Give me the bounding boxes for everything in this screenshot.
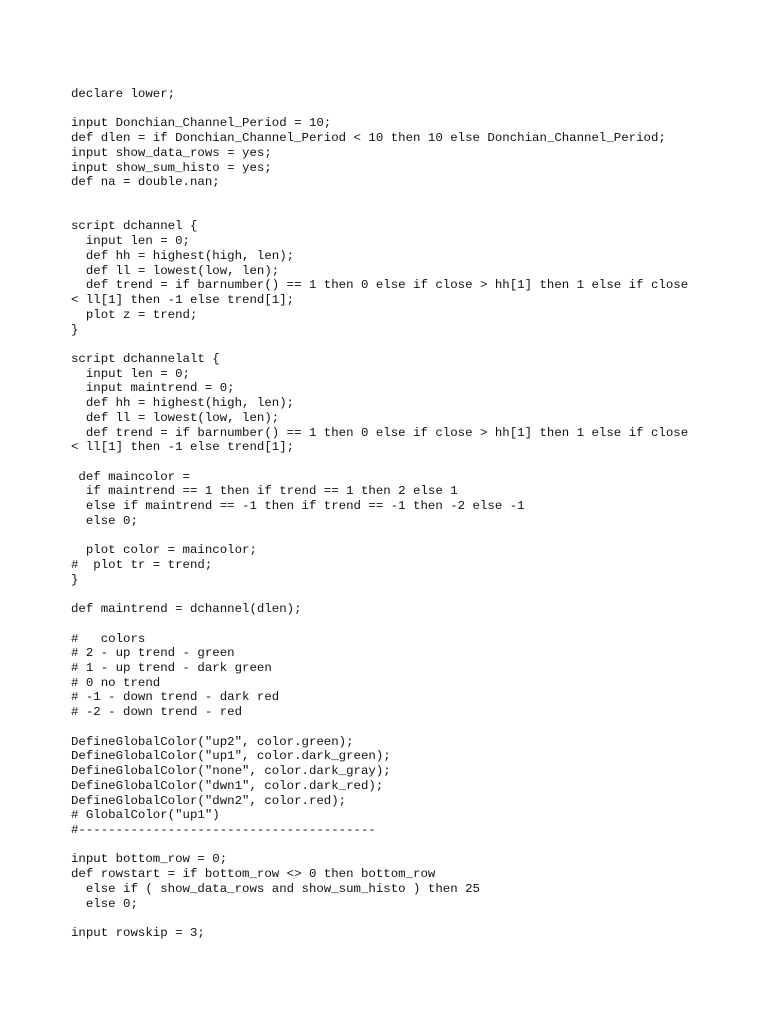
code-line xyxy=(71,455,731,470)
code-line: else 0; xyxy=(71,896,138,911)
code-line: input Donchian_Channel_Period = 10; xyxy=(71,116,332,131)
code-line: # 2 - up trend - green xyxy=(71,646,235,661)
code-line xyxy=(71,205,731,220)
code-line: < ll[1] then -1 else trend[1]; xyxy=(71,293,295,308)
code-line: DefineGlobalColor("dwn1", color.dark_red); xyxy=(71,778,384,793)
code-line: def dlen = if Donchian_Channel_Period < 10 then 10 else Donchian_Channel_Period; xyxy=(71,131,666,146)
code-line: # plot tr = trend; xyxy=(71,558,213,572)
code-line: DefineGlobalColor("none", color.dark_gray); xyxy=(71,764,391,779)
code-line: def maintrend = dchannel(dlen); xyxy=(71,602,302,617)
code-line: input len = 0; xyxy=(71,366,190,381)
code-line: input maintrend = 0; xyxy=(71,381,235,396)
code-line: # -1 - down trend - dark red xyxy=(71,690,280,705)
code-line: else if ( show_data_rows and show_sum_histo ) then 25 xyxy=(71,881,480,896)
code-line: < ll[1] then -1 else trend[1]; xyxy=(71,440,295,455)
code-line: # GlobalColor("up1") xyxy=(71,808,220,823)
code-line xyxy=(71,587,731,602)
code-line: def trend = if barnumber() == 1 then 0 else if close > hh[1] then 1 else if close xyxy=(71,425,689,440)
code-line: plot z = trend; xyxy=(71,307,198,322)
code-line: # colors xyxy=(71,631,146,646)
code-line: plot color = maincolor; xyxy=(71,543,257,558)
code-line: def ll = lowest(low, len); xyxy=(71,410,280,425)
code-line xyxy=(71,102,731,117)
code-line: def maincolor = xyxy=(71,469,190,484)
code-line: # 0 no trend xyxy=(71,675,161,690)
code-line: DefineGlobalColor("up1", color.dark_green); xyxy=(71,749,391,764)
code-line: DefineGlobalColor("dwn2", color.red); xyxy=(71,793,347,808)
code-line: def hh = highest(high, len); xyxy=(71,396,295,411)
code-line: declare lower; xyxy=(71,87,176,101)
code-line: else 0; xyxy=(71,513,138,528)
code-line: # -2 - down trend - red xyxy=(71,705,243,720)
code-line: } xyxy=(71,322,79,337)
code-line: def na = double.nan; xyxy=(71,175,220,190)
code-line xyxy=(71,617,731,632)
code-line: input show_data_rows = yes; xyxy=(71,145,272,160)
code-line: input len = 0; xyxy=(71,234,190,249)
code-line: def hh = highest(high, len); xyxy=(71,248,295,263)
code-line xyxy=(71,838,731,853)
code-line: input show_sum_histo = yes; xyxy=(71,160,272,175)
code-line: script dchannelalt { xyxy=(71,351,220,366)
code-line: #---------------------------------------- xyxy=(71,822,376,837)
code-line: input bottom_row = 0; xyxy=(71,852,228,867)
code-listing xyxy=(71,87,731,941)
code-line: } xyxy=(71,572,79,587)
code-line: DefineGlobalColor("up2", color.green); xyxy=(71,734,354,749)
code-line: input rowskip = 3; xyxy=(71,925,205,940)
code-line: def ll = lowest(low, len); xyxy=(71,263,280,278)
code-line xyxy=(71,911,731,926)
code-line xyxy=(71,720,731,735)
code-line xyxy=(71,529,731,544)
code-line: script dchannel { xyxy=(71,219,198,234)
code-line xyxy=(71,190,731,205)
code-line: # 1 - up trend - dark green xyxy=(71,661,272,676)
code-line xyxy=(71,337,731,352)
code-line: if maintrend == 1 then if trend == 1 then 2 else 1 xyxy=(71,484,458,499)
code-line: else if maintrend == -1 then if trend == -1 then -2 else -1 xyxy=(71,499,525,514)
code-line: def rowstart = if bottom_row <> 0 then bottom_row xyxy=(71,867,436,882)
code-line: def trend = if barnumber() == 1 then 0 else if close > hh[1] then 1 else if close xyxy=(71,278,689,293)
